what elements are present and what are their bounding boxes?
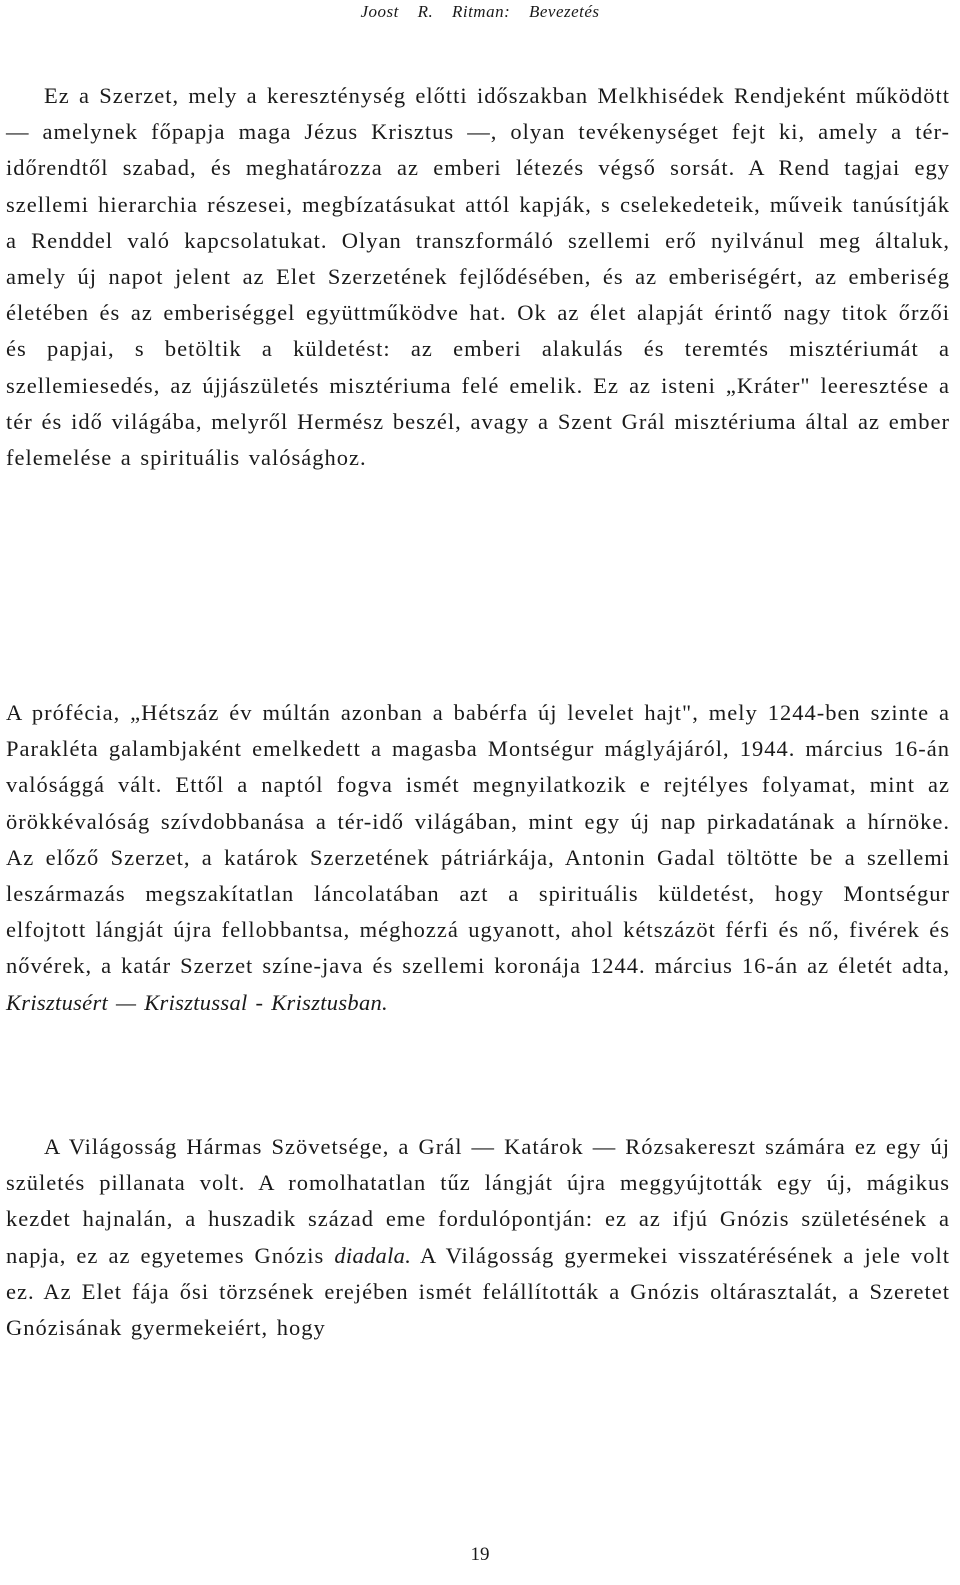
- running-header: [0, 2, 960, 22]
- paragraph-3: [6, 1129, 950, 1346]
- paragraph-2-italic: Krisztusért — Krisztussal - Krisztusban.: [6, 989, 388, 1015]
- paragraph-3-text: [6, 1129, 950, 1346]
- header-section: Bevezetés: [528, 2, 600, 21]
- paragraph-3-italic: diadala.: [334, 1242, 412, 1268]
- paragraph-3-end: A Világosság gyermekei visszatérésének a jele volt ez. Az Elet fája ősi törzsének erejében ismét felállították a Gnózis oltárasztalát, a Szeretet Gnózisának gyermekeiért, hogy: [6, 1242, 951, 1341]
- paragraph-2: [6, 695, 950, 1021]
- paragraph-3-main: A Világosság Hármas Szövetsége, a Grál — Katárok — Rózsakereszt számára ez egy új születés pillanata volt. A romolhatatlan tűz lángját újra meggyújtották egy új, mágikus kezdet hajnalán, a huszadik század eme fordulópontján: ez az ifjú Gnózis születésének a napja, ez az egyetemes Gnózis: [6, 1134, 950, 1268]
- paragraph-1: [6, 78, 950, 476]
- page-number: 19: [470, 1544, 490, 1565]
- header-author: Joost R. Ritman:: [360, 2, 511, 21]
- paragraph-2-main: A prófécia, „Hétszáz év múltán azonban a babérfa új levelet hajt", mely 1244-ben szinte a Parakléta galambjaként emelkedett a magasba Montségur máglyájáról, 1944. március 16-án valósággá vált. Ettől a naptól fogva ismét megnyilatkozik e rejtélyes folyamat, mint az örökkévalóság szívdobbanása a tér-idő világában, mint egy új nap pirkadatának a hírnöke. Az előző Szerzet, a katárok Szerzetének pátriárkája, Antonin Gadal töltötte be a szellemi leszármazás megszakítatlan láncolatában azt a spirituális küldetést, hogy Montségur elfojtott lángját újra fellobbantsa, méghozzá ugyanott, ahol kétszázöt férfi és nő, fivérek és nővérek, a katár Szerzet színe-java és szellemi koronája 1244. március 16-án az életét adta,: [6, 700, 950, 979]
- paragraph-2-text: [6, 695, 950, 1021]
- paragraph-1-text: Ez a Szerzet, mely a kereszténység előtti időszakban Melkhisédek Rendjeként működött — amelynek főpapja maga Jézus Krisztus —, olyan tevékenységet fejt ki, amely a tér-időrendtől szabad, és meghatározza az emberi létezés végső sorsát. A Rend tagjai egy szellemi hierarchia részesei, megbízatásukat attól kapják, s cselekedeteik, műveik tanúsítják a Renddel való kapcsolatukat. Olyan transzformáló szellemi erő nyilvánul meg általuk, amely új napot jelent az Elet Szerzetének fejlődésében, és az emberiségért, az emberiség életében és az emberiséggel együttműködve hat. Ok az élet alapját érintő nagy titok őrzői és papjai, s betöltik a küldetést: az emberi alakulás és teremtés misztériumát a szellemiesedés, az újjászületés misztériuma felé emelik. Ez az isteni „Kráter" leeresztése a tér és idő világába, melyről Hermész beszél, avagy a Szent Grál misztériuma által az ember felemelése a spirituális valósághoz.: [6, 83, 950, 471]
